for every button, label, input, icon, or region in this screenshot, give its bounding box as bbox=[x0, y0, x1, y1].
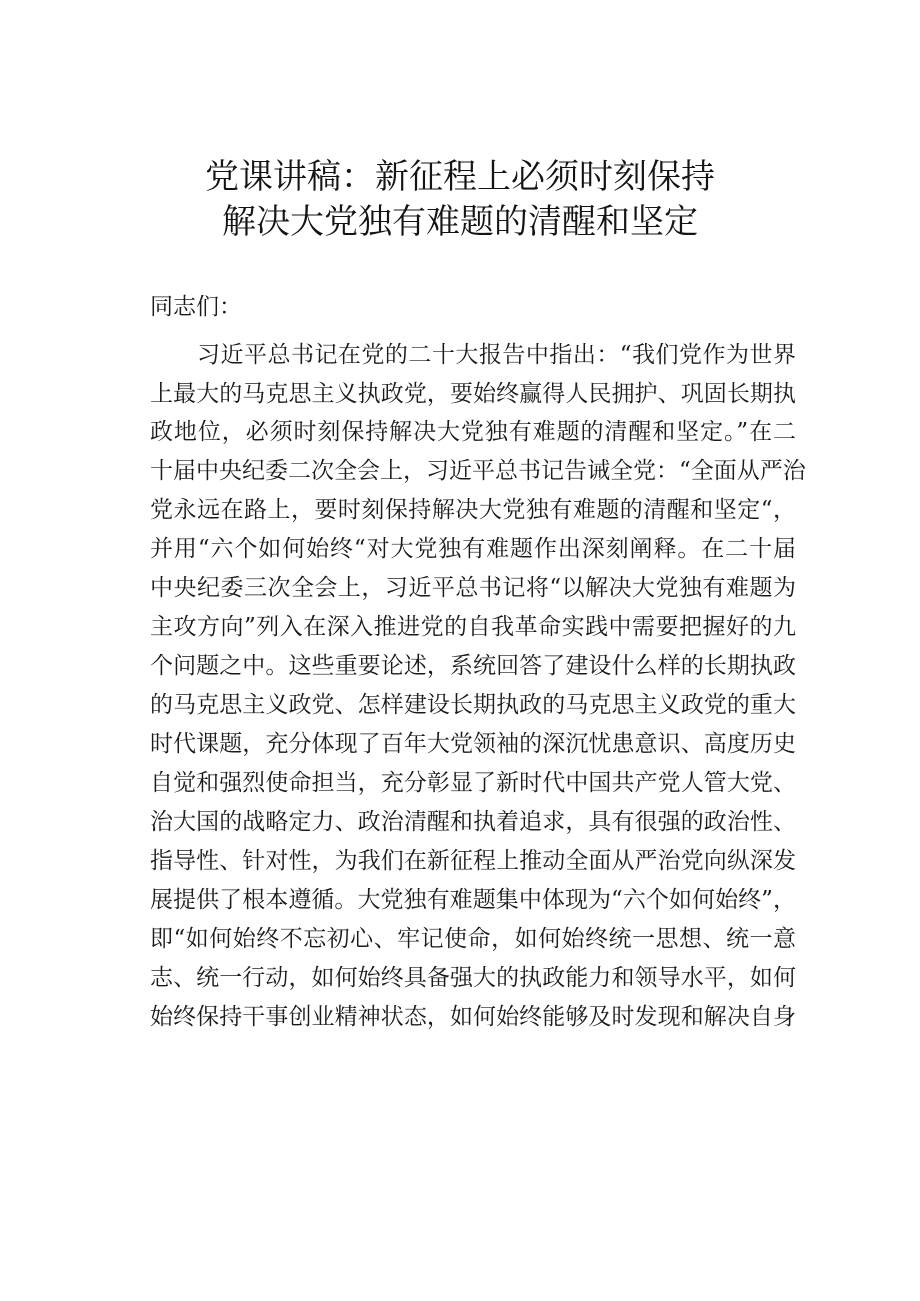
document-title-line-1: 党课讲稿：新征程上必须时刻保持 bbox=[205, 157, 715, 197]
paragraph-line: 十届中央纪委二次全会上，习近平总书记告诫全党：“全面从严治 bbox=[150, 458, 806, 484]
paragraph-line: 治大国的战略定力、政治清醒和执着追求，具有很强的政治性、 bbox=[150, 809, 796, 835]
paragraph-line: 时代课题，充分体现了百年大党领袖的深沉忧患意识、高度历史 bbox=[150, 731, 796, 757]
paragraph-line: 自觉和强烈使命担当，充分彰显了新时代中国共产党人管大党、 bbox=[150, 770, 796, 796]
paragraph-line: 党永远在路上，要时刻保持解决大党独有难题的清醒和坚定“， bbox=[150, 497, 796, 523]
paragraph-line: 上最大的马克思主义执政党，要始终赢得人民拥护、巩固长期执 bbox=[150, 381, 796, 407]
paragraph-line: 始终保持干事创业精神状态，如何始终能够及时发现和解决自身 bbox=[150, 1004, 796, 1030]
paragraph-line: 志、统一行动，如何始终具备强大的执政能力和领导水平，如何 bbox=[150, 965, 796, 991]
paragraph-line: 的马克思主义政党、怎样建设长期执政的马克思主义政党的重大 bbox=[150, 692, 796, 718]
paragraph-line: 中央纪委三次全会上，习近平总书记将“以解决大党独有难题为 bbox=[150, 575, 796, 601]
paragraph-line: 指导性、针对性，为我们在新征程上推动全面从严治党向纵深发 bbox=[150, 848, 796, 874]
paragraph-line: 展提供了根本遵循。大党独有难题集中体现为“六个如何始终”， bbox=[150, 887, 796, 913]
salutation: 同志们： bbox=[150, 294, 242, 320]
paragraph-line: 并用“六个如何始终“对大党独有难题作出深刻阐释。在二十届 bbox=[150, 536, 796, 562]
paragraph-line: 即“如何始终不忘初心、牢记使命，如何始终统一思想、统一意 bbox=[150, 926, 796, 952]
paragraph-line: 主攻方向”列入在深入推进党的自我革命实践中需要把握好的九 bbox=[150, 614, 796, 640]
paragraph-line: 个问题之中。这些重要论述，系统回答了建设什么样的长期执政 bbox=[150, 653, 796, 679]
document-title-line-2: 解决大党独有难题的清醒和坚定 bbox=[222, 202, 698, 242]
paragraph-line: 习近平总书记在党的二十大报告中指出：“我们党作为世界 bbox=[197, 342, 796, 368]
paragraph-line: 政地位，必须时刻保持解决大党独有难题的清醒和坚定。”在二 bbox=[150, 419, 796, 445]
